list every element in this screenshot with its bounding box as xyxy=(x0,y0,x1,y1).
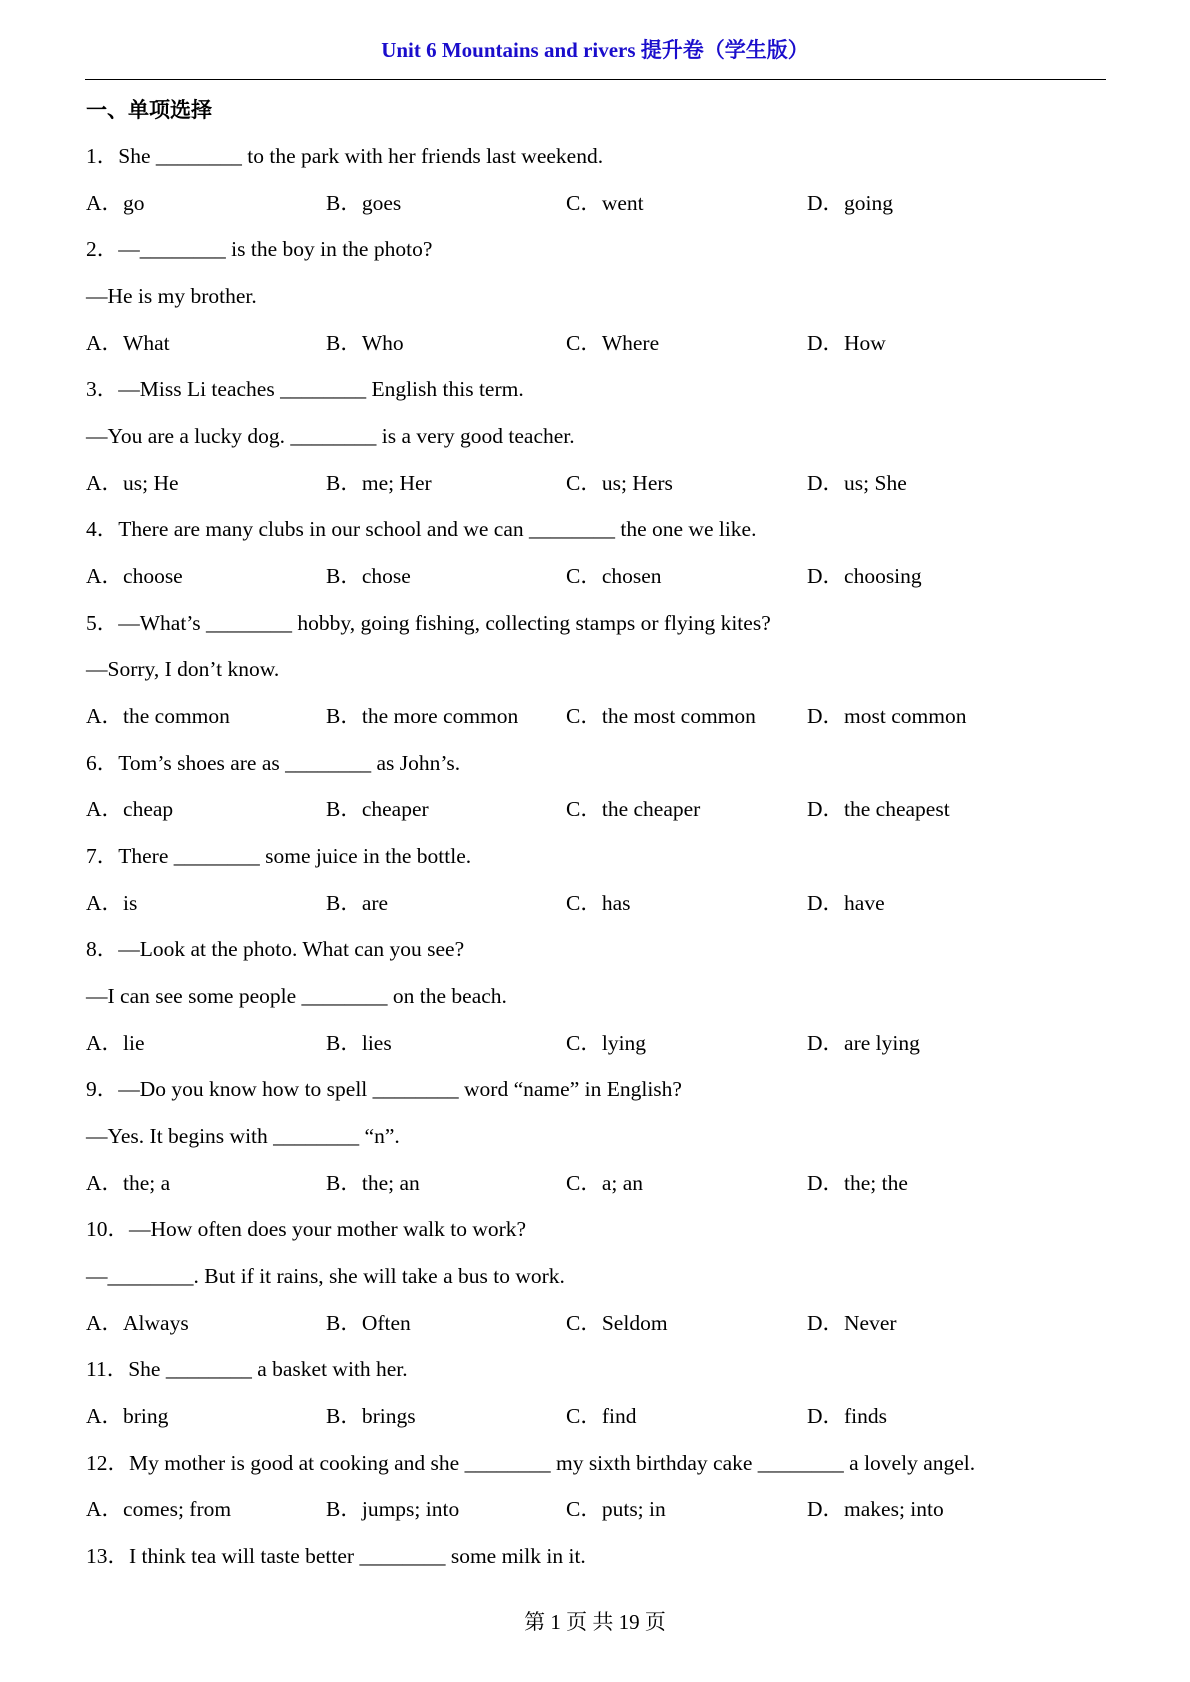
document-title: Unit 6 Mountains and rivers 提升卷（学生版） xyxy=(381,38,809,62)
question-item xyxy=(86,506,1126,599)
question-item xyxy=(86,926,1126,1066)
answer-options xyxy=(86,1300,1126,1347)
question-item xyxy=(86,1066,1126,1206)
answer-options xyxy=(86,1393,1126,1440)
answer-option: D．have xyxy=(807,890,885,915)
answer-options xyxy=(86,1486,1126,1533)
question-stem: 4．There are many clubs in our school and we can ________ the one we like. xyxy=(86,517,757,542)
answer-options xyxy=(86,880,1126,927)
answer-option: A．comes; from xyxy=(86,1497,232,1522)
question-stem: 8．—Look at the photo. What can you see? xyxy=(86,937,465,962)
dialogue-reply: —Yes. It begins with ________ “n”. xyxy=(86,1124,400,1149)
dialogue-reply: —Sorry, I don’t know. xyxy=(86,657,280,682)
question-stem: 5．—What’s ________ hobby, going fishing, collecting stamps or flying kites? xyxy=(86,610,771,635)
answer-options xyxy=(86,460,1126,507)
question-stem: 2．—________ is the boy in the photo? xyxy=(86,237,433,262)
answer-option: C．puts; in xyxy=(566,1497,666,1522)
answer-option: A．What xyxy=(86,330,170,355)
answer-options xyxy=(86,180,1126,227)
answer-option: C．the most common xyxy=(566,704,756,729)
answer-option: C．find xyxy=(566,1404,637,1429)
question-stem: 12．My mother is good at cooking and she ________ my sixth birthday cake ________ a lovely angel. xyxy=(86,1450,976,1475)
answer-options xyxy=(86,320,1126,367)
question-item xyxy=(86,133,1126,226)
question-item xyxy=(86,226,1126,366)
answer-option: C．chosen xyxy=(566,564,662,589)
answer-option: D．choosing xyxy=(807,564,922,589)
answer-option: D．us; She xyxy=(807,470,907,495)
answer-option: D．going xyxy=(807,190,894,215)
answer-options xyxy=(86,786,1126,833)
question-item xyxy=(86,366,1126,506)
dialogue-reply: —You are a lucky dog. ________ is a very good teacher. xyxy=(86,424,575,449)
answer-options xyxy=(86,1160,1126,1207)
answer-options xyxy=(86,553,1126,600)
question-item xyxy=(86,1346,1126,1439)
answer-option: B．brings xyxy=(326,1404,416,1429)
answer-option: B．jumps; into xyxy=(326,1497,460,1522)
answer-option: B．cheaper xyxy=(326,797,429,822)
answer-option: B．Often xyxy=(326,1310,411,1335)
answer-option: D．the cheapest xyxy=(807,797,950,822)
question-stem: 11．She ________ a basket with her. xyxy=(86,1357,408,1382)
question-stem: 13．I think tea will taste better ________ some milk in it. xyxy=(86,1544,586,1569)
answer-option: C．Where xyxy=(566,330,660,355)
question-stem: 3．—Miss Li teaches ________ English this term. xyxy=(86,377,524,402)
answer-option: D．finds xyxy=(807,1404,888,1429)
answer-option: B．lies xyxy=(326,1030,392,1055)
answer-options xyxy=(86,1020,1126,1067)
answer-option: C．the cheaper xyxy=(566,797,701,822)
answer-option: D．most common xyxy=(807,704,967,729)
answer-option: B．the more common xyxy=(326,704,519,729)
section-heading: 一、单项选择 xyxy=(86,98,212,122)
page-number: 第 1 页 共 19 页 xyxy=(524,1610,666,1634)
question-stem: 1．She ________ to the park with her friends last weekend. xyxy=(86,144,604,168)
question-stem: 10．—How often does your mother walk to work? xyxy=(86,1217,527,1242)
question-item xyxy=(86,833,1126,926)
answer-option: C．a; an xyxy=(566,1170,644,1195)
answer-option: B．are xyxy=(326,890,389,915)
dialogue-reply: —He is my brother. xyxy=(86,284,257,309)
answer-option: C．lying xyxy=(566,1030,647,1055)
answer-option: C．us; Hers xyxy=(566,470,673,495)
answer-option: D．are lying xyxy=(807,1030,920,1055)
answer-option: A．the common xyxy=(86,704,230,729)
question-stem: 7．There ________ some juice in the bottle. xyxy=(86,844,472,869)
answer-option: B．goes xyxy=(326,190,402,215)
answer-option: B．me; Her xyxy=(326,470,432,495)
answer-option: D．makes; into xyxy=(807,1497,944,1522)
answer-option: C．Seldom xyxy=(566,1310,668,1335)
question-item xyxy=(86,1533,1126,1580)
question-item xyxy=(86,1440,1126,1533)
answer-option: D．How xyxy=(807,330,886,355)
question-item xyxy=(86,1206,1126,1346)
question-list xyxy=(86,133,1126,1580)
answer-option: A．bring xyxy=(86,1404,169,1429)
dialogue-reply: —________. But if it rains, she will take a bus to work. xyxy=(86,1264,565,1289)
answer-option: D．the; the xyxy=(807,1170,908,1195)
answer-option: C．has xyxy=(566,890,631,915)
question-item xyxy=(86,740,1126,833)
answer-option: A．choose xyxy=(86,564,183,589)
answer-options xyxy=(86,693,1126,740)
answer-option: A．cheap xyxy=(86,797,174,822)
answer-option: D．Never xyxy=(807,1310,897,1335)
dialogue-reply: —I can see some people ________ on the beach. xyxy=(86,984,507,1009)
question-stem: 6．Tom’s shoes are as ________ as John’s. xyxy=(86,750,461,775)
header-divider xyxy=(85,79,1106,80)
answer-option: A．lie xyxy=(86,1030,145,1055)
answer-option: B．Who xyxy=(326,330,404,355)
answer-option: A．go xyxy=(86,190,145,215)
answer-option: A．Always xyxy=(86,1310,189,1335)
answer-option: B．the; an xyxy=(326,1170,420,1195)
answer-option: A．us; He xyxy=(86,470,179,495)
answer-option: C．went xyxy=(566,190,644,215)
question-stem: 9．—Do you know how to spell ________ word “name” in English? xyxy=(86,1077,682,1102)
answer-option: A．is xyxy=(86,890,138,915)
answer-option: B．chose xyxy=(326,564,411,589)
answer-option: A．the; a xyxy=(86,1170,171,1195)
question-item xyxy=(86,600,1126,740)
